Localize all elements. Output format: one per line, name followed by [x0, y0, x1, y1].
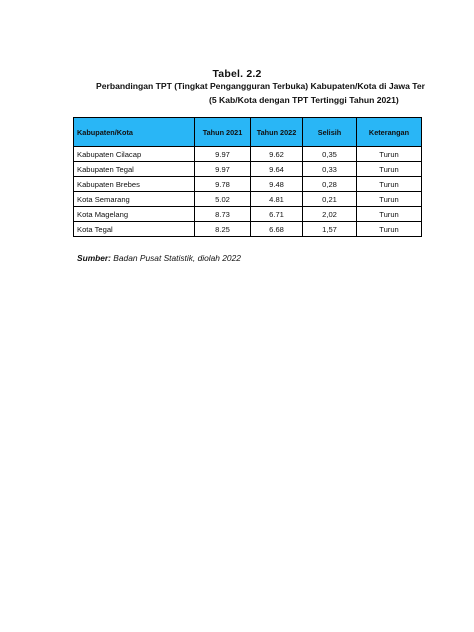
cell-2022: 9.64 — [251, 162, 303, 177]
cell-region: Kota Semarang — [74, 192, 195, 207]
table-row — [74, 207, 422, 222]
cell-2021: 5.02 — [195, 192, 251, 207]
col-header-tahun-2022: Tahun 2022 — [251, 118, 303, 147]
table-row — [74, 177, 422, 192]
cell-2021: 8.73 — [195, 207, 251, 222]
cell-selisih: 2,02 — [303, 207, 357, 222]
cell-keterangan: Turun — [357, 177, 422, 192]
table-row — [74, 147, 422, 162]
cell-region: Kota Tegal — [74, 222, 195, 237]
table-title: Perbandingan TPT (Tingkat Pengangguran Terbuka) Kabupaten/Kota di Jawa Ter — [96, 81, 425, 91]
cell-selisih: 0,35 — [303, 147, 357, 162]
cell-selisih: 0,28 — [303, 177, 357, 192]
source-note — [77, 253, 241, 263]
table-row — [74, 222, 422, 237]
table-header-row — [74, 118, 422, 147]
table-row — [74, 162, 422, 177]
cell-selisih: 1,57 — [303, 222, 357, 237]
cell-selisih: 0,21 — [303, 192, 357, 207]
table-label: Tabel. 2.2 — [212, 68, 262, 80]
tpt-table — [73, 117, 422, 237]
cell-keterangan: Turun — [357, 147, 422, 162]
cell-region: Kota Magelang — [74, 207, 195, 222]
col-header-keterangan: Keterangan — [357, 118, 422, 147]
cell-selisih: 0,33 — [303, 162, 357, 177]
col-header-tahun-2021: Tahun 2021 — [195, 118, 251, 147]
cell-keterangan: Turun — [357, 162, 422, 177]
source-label: Sumber: — [77, 253, 111, 263]
cell-region: Kabupaten Brebes — [74, 177, 195, 192]
cell-2022: 4.81 — [251, 192, 303, 207]
cell-keterangan: Turun — [357, 192, 422, 207]
cell-region: Kabupaten Tegal — [74, 162, 195, 177]
cell-2022: 9.62 — [251, 147, 303, 162]
cell-region: Kabupaten Cilacap — [74, 147, 195, 162]
col-header-selisih: Selisih — [303, 118, 357, 147]
table-subtitle: (5 Kab/Kota dengan TPT Tertinggi Tahun 2021) — [209, 95, 399, 105]
cell-2022: 6.71 — [251, 207, 303, 222]
cell-2021: 9.78 — [195, 177, 251, 192]
cell-keterangan: Turun — [357, 222, 422, 237]
cell-2022: 6.68 — [251, 222, 303, 237]
col-header-kabupaten-kota: Kabupaten/Kota — [74, 118, 195, 147]
cell-2021: 8.25 — [195, 222, 251, 237]
table-row — [74, 192, 422, 207]
source-text: Badan Pusat Statistik, diolah 2022 — [110, 253, 241, 263]
cell-2021: 9.97 — [195, 162, 251, 177]
cell-2022: 9.48 — [251, 177, 303, 192]
cell-2021: 9.97 — [195, 147, 251, 162]
cell-keterangan: Turun — [357, 207, 422, 222]
